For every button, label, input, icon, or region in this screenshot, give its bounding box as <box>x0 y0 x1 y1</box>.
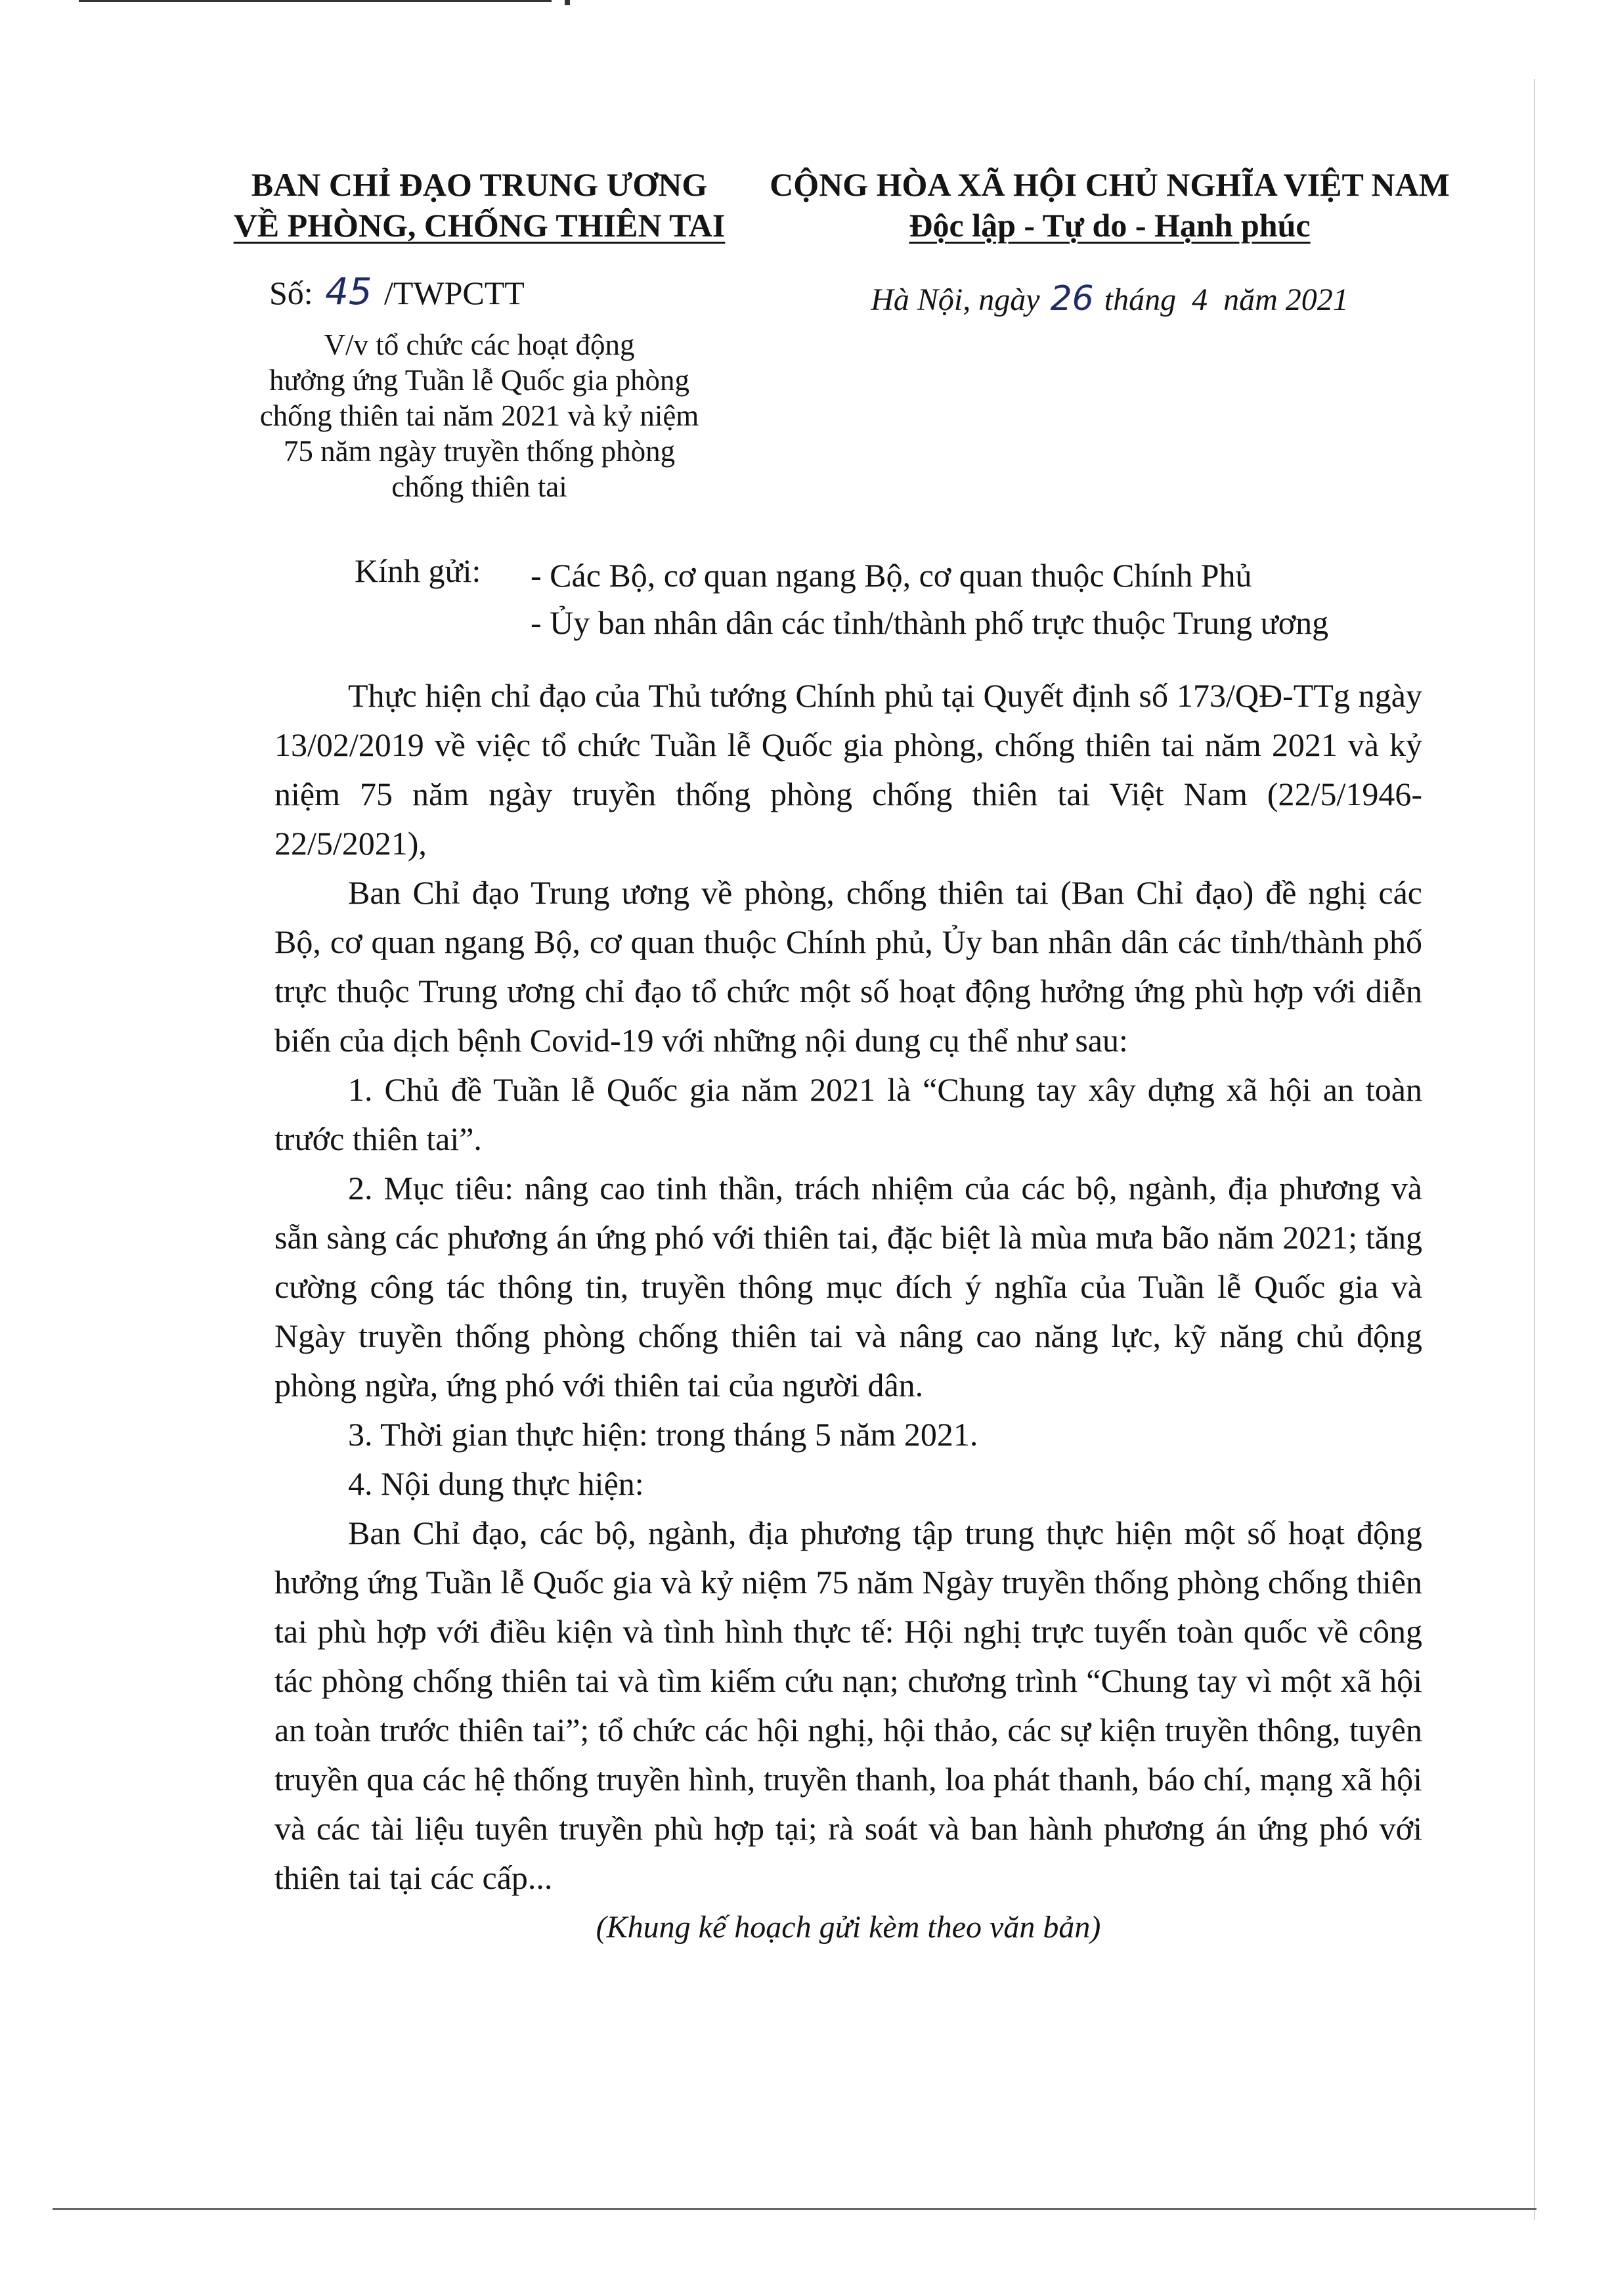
paragraph-timeframe: 3. Thời gian thực hiện: trong tháng 5 năm 2021. <box>348 1416 978 1453</box>
subject-line-1: V/v tổ chức các hoạt động <box>324 328 635 361</box>
attachment-note: (Khung kế hoạch gửi kèm theo văn bản) <box>596 1910 1101 1945</box>
paragraph-theme: 1. Chủ đề Tuần lễ Quốc gia năm 2021 là “Chung tay xây dựng xã hội an toàn trước thiên tai”. <box>274 1071 1422 1157</box>
paragraph-content-heading: 4. Nội dung thực hiện: <box>348 1465 644 1502</box>
paragraph-request: Ban Chỉ đạo Trung ương về phòng, chống thiên tai (Ban Chỉ đạo) đề nghị các Bộ, cơ quan ngang Bộ, cơ quan thuộc Chính phủ, Ủy ban nhân dân các tỉnh/thành phố trực thuộc Trung ương chỉ đạo tổ chức một số hoạt động hưởng ứng phù hợp với diễn biến của dịch bệnh Covid-19 với những nội dung cụ thể như sau: <box>274 874 1422 1059</box>
date-day-handwritten: 26 <box>1050 279 1094 319</box>
state-line-1: CỘNG HÒA XÃ HỘI CHỦ NGHĨA VIỆT NAM <box>770 166 1450 203</box>
place-date <box>749 279 1471 319</box>
date-suffix: tháng 4 năm 2021 <box>1104 282 1349 317</box>
document-body <box>274 671 1422 1952</box>
issuer-line-2: VỀ PHÒNG, CHỐNG THIÊN TAI <box>233 207 726 244</box>
subject-line-3: chống thiên tai năm 2021 và kỷ niệm <box>259 399 699 432</box>
recipient-item: - Ủy ban nhân dân các tỉnh/thành phố trực thuộc Trung ương <box>531 604 1329 641</box>
paragraph-directive: Thực hiện chỉ đạo của Thủ tướng Chính phủ tại Quyết định số 173/QĐ-TTg ngày 13/02/2019 về việc tổ chức Tuần lễ Quốc gia phòng, chống thiên tai năm 2021 và kỷ niệm 75 năm ngày truyền thống phòng chống thiên tai Việt Nam (22/5/1946-22/5/2021), <box>274 677 1422 862</box>
document-number <box>269 271 729 313</box>
subject-block <box>217 327 742 504</box>
recipients-list <box>531 552 1328 646</box>
scan-right-edge <box>1534 79 1535 2220</box>
paragraph-objective: 2. Mục tiêu: nâng cao tinh thần, trách nhiệm của các bộ, ngành, địa phương và sẵn sàng các phương án ứng phó với thiên tai, đặc biệt là mùa mưa bão năm 2021; tăng cường công tác thông tin, truyền thông mục đích ý nghĩa của Tuần lễ Quốc gia và Ngày truyền thống phòng chống thiên tai và nâng cao năng lực, kỹ năng chủ động phòng ngừa, ứng phó với thiên tai của người dân. <box>274 1170 1422 1403</box>
scan-top-tick <box>565 0 570 5</box>
issuer-block <box>217 164 742 246</box>
scan-bottom-line <box>53 2208 1536 2210</box>
doc-number-handwritten: 45 <box>325 271 372 313</box>
subject-line-4: 75 năm ngày truyền thống phòng <box>283 435 676 468</box>
subject-line-2: hưởng ứng Tuần lễ Quốc gia phòng <box>269 364 690 397</box>
state-line-2: Độc lập - Tự do - Hạnh phúc <box>909 207 1311 244</box>
recipient-item: - Các Bộ, cơ quan ngang Bộ, cơ quan thuộc Chính Phủ <box>531 557 1252 594</box>
recipients-label: Kính gửi: <box>355 552 481 589</box>
subject-line-5: chống thiên tai <box>391 470 567 503</box>
issuer-line-1: BAN CHỈ ĐẠO TRUNG ƯƠNG <box>251 166 708 203</box>
date-prefix: Hà Nội, ngày <box>871 282 1040 317</box>
state-block <box>749 164 1471 246</box>
scan-top-line <box>79 0 552 2</box>
doc-number-suffix: /TWPCTT <box>383 275 525 311</box>
paragraph-activities: Ban Chỉ đạo, các bộ, ngành, địa phương tập trung thực hiện một số hoạt động hưởng ứng Tuần lễ Quốc gia và kỷ niệm 75 năm Ngày truyền thống phòng chống thiên tai phù hợp với điều kiện và tình hình thực tế: Hội nghị trực tuyến toàn quốc về công tác phòng chống thiên tai và tìm kiếm cứu nạn; chương trình “Chung tay vì một xã hội an toàn trước thiên tai”; tổ chức các hội nghị, hội thảo, các sự kiện truyền thông, tuyên truyền qua các hệ thống truyền hình, truyền thanh, loa phát thanh, báo chí, mạng xã hội và các tài liệu tuyên truyền phù hợp tại; rà soát và ban hành phương án ứng phó với thiên tai tại các cấp... <box>274 1514 1422 1896</box>
doc-number-prefix: Số: <box>269 275 313 311</box>
